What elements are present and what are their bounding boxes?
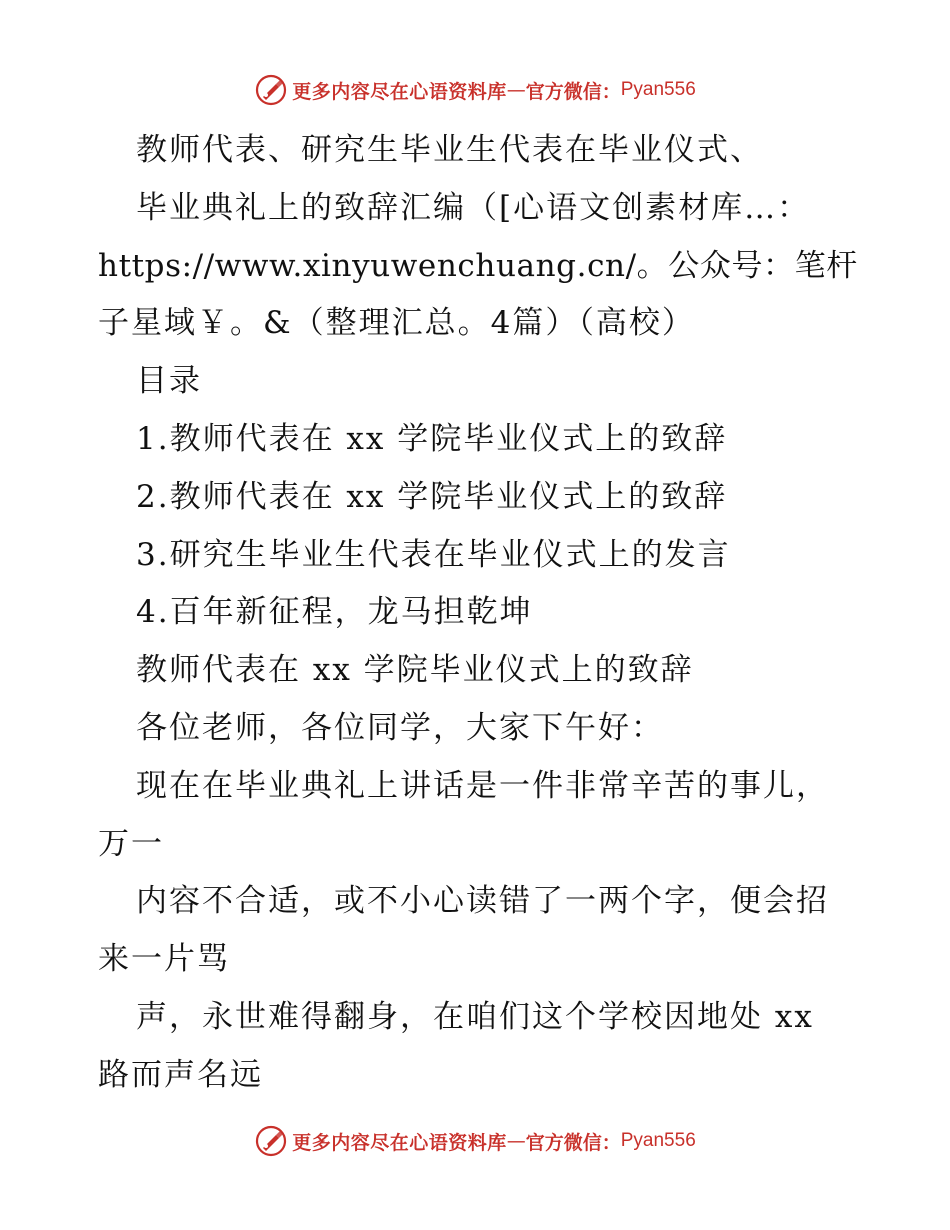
header-wechat-label: 官方微信： xyxy=(525,80,621,103)
footer-promo-text: 更多内容尽在心语资料库 xyxy=(292,1131,507,1154)
toc-item-2: 2.教师代表在 xx 学院毕业仪式上的致辞 xyxy=(136,478,728,515)
doc-title-line-4: 子星域￥。&（整理汇总。4篇）（高校） xyxy=(98,305,695,342)
body-line-5: 声，永世难得翻身，在咱们这个学校因地处 xx xyxy=(136,998,814,1035)
toc-item-4: 4.百年新征程，龙马担乾坤 xyxy=(136,594,533,631)
header-promo-text: 更多内容尽在心语资料库 xyxy=(292,80,507,103)
body-line-4: 来一片骂 xyxy=(98,941,230,978)
document-body xyxy=(98,122,858,1105)
header-dash: — xyxy=(506,79,526,101)
body-line-6: 路而声名远 xyxy=(98,1056,263,1093)
doc-title-line-2: 毕业典礼上的致辞汇编（[心语文创素材库…： xyxy=(136,189,811,226)
body-line-2: 万一 xyxy=(98,825,164,862)
footer-wechat-label: 官方微信： xyxy=(525,1131,621,1154)
doc-title-line-1: 教师代表、研究生毕业生代表在毕业仪式、 xyxy=(136,132,763,168)
header-wechat-id: Pyan556 xyxy=(620,79,696,100)
greeting-paragraph: 各位老师，各位同学，大家下午好： xyxy=(136,709,664,746)
footer-banner xyxy=(0,1121,950,1161)
section-heading: 教师代表在 xx 学院毕业仪式上的致辞 xyxy=(136,652,694,689)
toc-item-3: 3.研究生毕业生代表在毕业仪式上的发言 xyxy=(136,536,731,573)
doc-title-line-3: https://www.xinyuwenchuang.cn/。公众号：笔杆 xyxy=(98,247,858,284)
header-banner xyxy=(0,70,950,110)
footer-dash: — xyxy=(506,1130,526,1152)
footer-wechat-id: Pyan556 xyxy=(620,1130,696,1151)
toc-item-1: 1.教师代表在 xx 学院毕业仪式上的致辞 xyxy=(136,420,728,457)
body-line-3: 内容不合适，或不小心读错了一两个字，便会招 xyxy=(136,883,829,920)
toc-heading: 目录 xyxy=(136,363,202,400)
body-line-1: 现在在毕业典礼上讲话是一件非常辛苦的事儿， xyxy=(136,767,829,804)
pen-logo-icon xyxy=(254,73,288,107)
pen-logo-icon xyxy=(254,1124,288,1158)
